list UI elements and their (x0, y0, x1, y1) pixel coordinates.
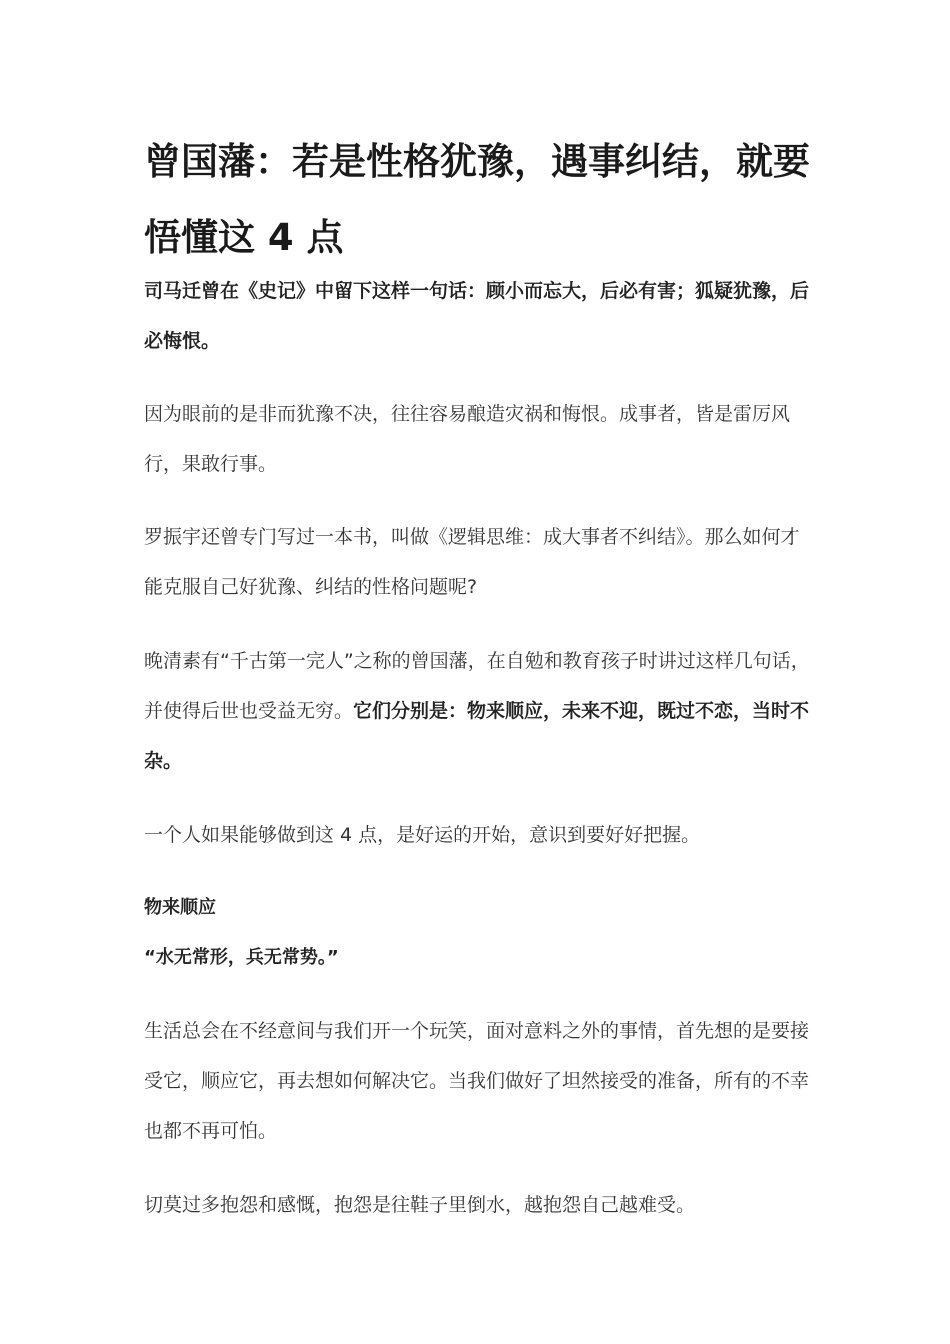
section-quote: “水无常形，兵无常势。” (144, 947, 339, 968)
paragraph-3-bold-text: 它们分别是：物来顺应，未来不迎，既过不恋，当时不杂。 (144, 700, 810, 772)
section-heading: 物来顺应 (144, 897, 216, 918)
paragraph-2: 罗振宇还曾专门写过一本书，叫做《逻辑思维：成大事者不纠结》。那么如何才能克服自己好犹豫、纠结的性格问题呢? (144, 526, 800, 598)
paragraph-6: 切莫过多抱怨和感慨，抱怨是往鞋子里倒水，越抱怨自己越难受。 (144, 1194, 696, 1216)
article-title: 曾国藩：若是性格犹豫，遇事纠结，就要悟懂这 4 点 (144, 140, 810, 259)
intro-paragraph: 司马迁曾在《史记》中留下这样一句话：顾小而忘大，后必有害；狐疑犹豫，后必悔恨。 (144, 280, 810, 352)
paragraph-5: 生活总会在不经意间与我们开一个玩笑，面对意料之外的事情，首先想的是要接受它，顺应它，再去想如何解决它。当我们做好了坦然接受的准备，所有的不幸也都不再可怕。 (144, 1020, 810, 1142)
paragraph-4: 一个人如果能够做到这 4 点，是好运的开始，意识到要好好把握。 (144, 824, 701, 846)
paragraph-1: 因为眼前的是非而犹豫不决，往往容易酿造灾祸和悔恨。成事者，皆是雷厉风行，果敢行事。 (144, 403, 791, 475)
paragraph-3 (144, 636, 814, 786)
paragraph-3-text: 晚清素有“千古第一完人”之称的曾国藩，在自勉和教育孩子时讲过这样几句话，并使得后世也受益无穷。 (144, 650, 810, 722)
